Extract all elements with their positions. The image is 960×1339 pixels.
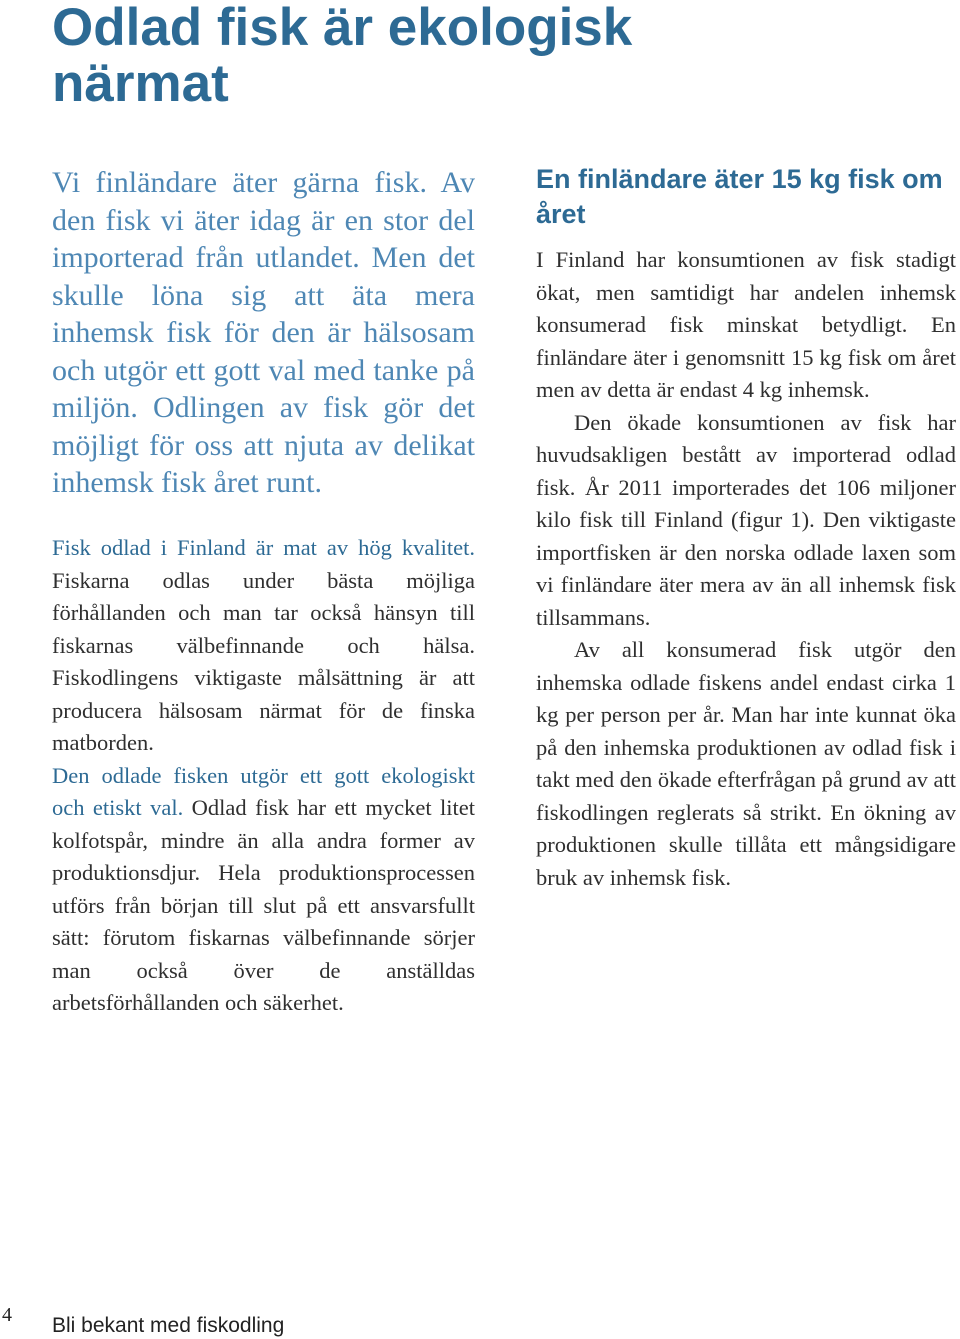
right-paragraph-3: Av all konsumerad fisk utgör den inhemska odlade fiskens andel endast cirka 1 kg per person per år. Man har inte kunnat öka på den inhemska produktionen av odlad fisk i takt med den ökade efterfrågan på grund av att fiskodlingen reglerats så strikt. En ökning av produktionen skulle tillåta ett mångsidigare bruk av inhemsk fisk. xyxy=(536,637,956,890)
left-paragraph-2 xyxy=(52,760,475,1020)
right-paragraph-2: Den ökade konsumtionen av fisk har huvudsakligen bestått av importerad odlad fisk. År 2011 importerades det 106 miljoner kilo fisk till Finland (figur 1). Den viktigaste importfisken är den norska odlade laxen som vi finländare äter mera av än all inhemsk fisk tillsammans. xyxy=(536,409,956,630)
page-number: 4 xyxy=(2,1304,12,1326)
page-title xyxy=(52,0,932,112)
left-paragraph-1 xyxy=(52,532,475,760)
left-paragraph-2-rest: Odlad fisk har ett mycket litet kolfotspår, mindre än alla andra former av produktionsdjur. Hela produktionsprocessen utförs från början till slut på ett ansvarsfullt sätt: förutom fiskarnas välbefinnande sörjer man också över de anställdas arbetsförhållanden och säkerhet. xyxy=(52,795,475,1015)
right-column xyxy=(536,162,956,894)
left-paragraph-1-rest: Fiskarna odlas under bästa möjliga förhållanden och man tar också hänsyn till fiskarnas välbefinnande och hälsa. Fiskodlingens viktigaste målsättning är att producera hälsosam närmat för de finska matborden. xyxy=(52,567,475,755)
left-paragraph-1-highlight: Fisk odlad i Finland är mat av hög kvalitet. xyxy=(52,535,475,560)
page-title-line-2: närmat xyxy=(52,54,229,113)
left-paragraph-2-highlight: Den odlade fisken utgör ett gott ekologiskt och etiskt val. xyxy=(52,762,475,820)
left-body-text xyxy=(52,532,475,1020)
running-footer: Bli bekant med fiskodling xyxy=(52,1314,285,1337)
right-paragraph-1: I Finland har konsumtionen av fisk stadigt ökat, men samtidigt har andelen inhemsk konsumerad fisk minskat betydligt. En finländare äter i genomsnitt 15 kg fisk om året men av detta är endast 4 kg inhemsk. xyxy=(536,247,956,402)
page-title-line-1: Odlad fisk är ekologisk xyxy=(52,0,633,57)
lead-paragraph: Vi finländare äter gärna fisk. Av den fisk vi äter idag är en stor del importerad från utlandet. Men det skulle löna sig att äta mera inhemsk fisk för den är hälsosam och utgör ett gott val med tanke på miljön. Odlingen av fisk gör det möjligt för oss att njuta av delikat inhemsk fisk året runt. xyxy=(52,166,475,499)
section-heading: En finländare äter 15 kg fisk om året xyxy=(536,164,943,229)
